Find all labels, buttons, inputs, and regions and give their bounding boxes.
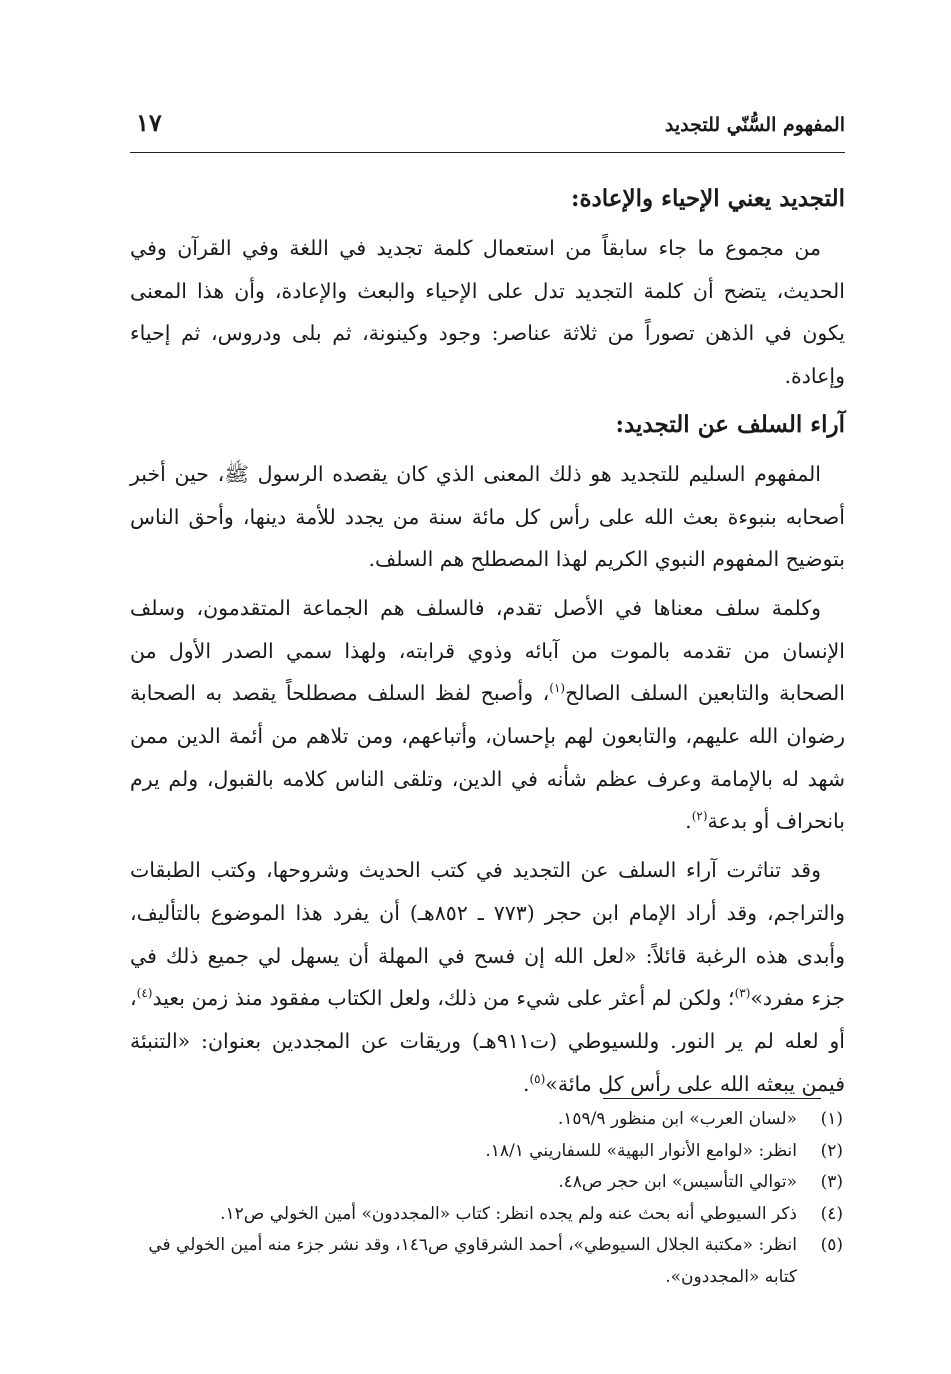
footnote-text: انظر: «مكتبة الجلال السيوطي»، أحمد الشرقاوي ص١٤٦، وقد نشر جزء منه أمين الخولي في كتابه «المجددون». xyxy=(148,1235,797,1287)
footnote-reference[interactable]: (٤) xyxy=(136,986,153,1001)
section-heading: التجديد يعني الإحياء والإعادة: xyxy=(571,185,845,212)
footnote-number: (٢) xyxy=(820,1140,843,1161)
footnote-text: «لسان العرب» ابن منظور ١٥٩/٩. xyxy=(557,1109,797,1129)
paragraph: من مجموع ما جاء سابقاً من استعمال كلمة تجديد في اللغة وفي القرآن وفي الحديث، يتضح أن كلمة التجديد تدل على الإحياء والبعث والإعادة، وأن هذا المعنى يكون في الذهن تصوراً من ثلاثة عناصر: وجود وكينونة، ثم بلى ودروس، ثم إحياء وإعادة. xyxy=(130,236,845,389)
paragraph-text: . xyxy=(522,1071,530,1096)
paragraph-text: وكلمة سلف معناها في الأصل تقدم، فالسلف هم الجماعة المتقدمون، وسلف الإنسان من تقدمه بالموت من آبائه وذوي قرابته، ولهذا سمي الصدر الأول من الصحابة والتابعين السلف الصالح xyxy=(130,595,845,706)
footnote-reference[interactable]: (٢) xyxy=(691,809,708,824)
footnote xyxy=(130,1230,845,1293)
footnotes xyxy=(130,1104,845,1293)
footnote-text: ذكر السيوطي أنه بحث عنه ولم يجده انظر: كتاب «المجددون» أمين الخولي ص١٢. xyxy=(220,1203,797,1224)
footnote-text: «توالي التأسيس» ابن حجر ص٤٨. xyxy=(558,1172,797,1192)
paragraph xyxy=(130,849,845,1105)
footnote-reference[interactable]: (٥) xyxy=(529,1071,546,1086)
running-header xyxy=(130,108,845,153)
paragraph xyxy=(130,587,845,843)
footnote xyxy=(130,1167,845,1199)
running-title: المفهوم السُّنّي للتجديد xyxy=(664,114,845,136)
footnote-number: (٣) xyxy=(820,1172,843,1192)
section-heading: آراء السلف عن التجديد: xyxy=(615,410,845,438)
footnote-text: انظر: «لوامع الأنوار البهية» للسفاريني ١٨/١. xyxy=(485,1140,797,1161)
page-number: ١٧ xyxy=(136,108,162,137)
main-text xyxy=(130,176,845,1105)
footnote xyxy=(130,1104,845,1136)
paragraph-text: . xyxy=(685,809,692,834)
paragraph-text: ؛ ولكن لم أعثر على شيء من ذلك، ولعل الكتاب مفقود منذ زمن بعيد xyxy=(152,986,735,1011)
paragraph-text: ، وأصبح لفظ السلف مصطلحاً يقصد به الصحابة رضوان الله عليهم، والتابعون لهم بإحسان، وأتباعهم، ومن تلاهم من أئمة الدين ممن شهد له بالإمامة وعرف عظم شأنه في الدين، وتلقى الناس كلامه بالقبول، ولم يرم بانحراف أو بدعة xyxy=(130,681,845,834)
paragraph-text: ، أو لعله لم ير النور. وللسيوطي (ت٩١١هـ) وريقات عن المجددين بعنوان: «التنبئة فيمن يبعثه الله على رأس كل مائة» xyxy=(130,986,845,1096)
paragraph: المفهوم السليم للتجديد هو ذلك المعنى الذي كان يقصده الرسول ﷺ، حين أخبر أصحابه بنبوءة بعث الله على رأس كل مائة سنة من يجدد للأمة دينها، وأحق الناس بتوضيح المفهوم النبوي الكريم لهذا المصطلح هم السلف. xyxy=(130,461,845,572)
footnote xyxy=(130,1199,845,1231)
footnote xyxy=(130,1136,845,1168)
footnote-divider xyxy=(603,1098,821,1099)
footnote-number: (٤) xyxy=(820,1203,843,1224)
footnote-reference[interactable]: (٣) xyxy=(734,986,751,1001)
footnote-number: (١) xyxy=(820,1109,843,1129)
footnote-reference[interactable]: (١) xyxy=(549,681,566,696)
paragraph-text: وقد تناثرت آراء السلف عن التجديد في كتب الحديث وشروحها، وكتب الطبقات والتراجم، وقد أراد الإمام ابن حجر (٧٧٣ ـ ٨٥٢هـ) أن يفرد هذا الموضوع بالتأليف، وأبدى هذه الرغبة قائلاً: «لعل الله إن فسح في المهلة أن يسهل لي جميع ذلك في جزء مفرد» xyxy=(130,858,845,1011)
footnote-number: (٥) xyxy=(820,1235,843,1255)
